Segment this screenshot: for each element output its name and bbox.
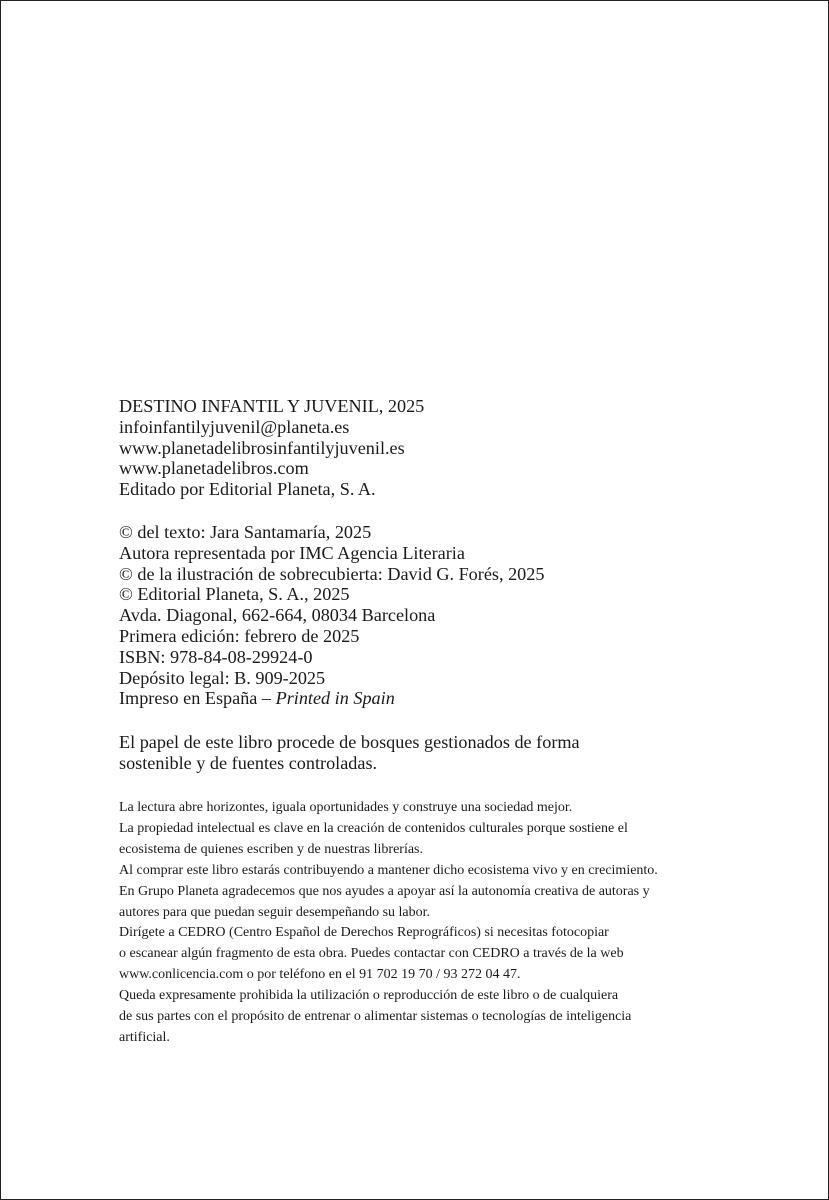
- paper-sourcing-line: sostenible y de fuentes controladas.: [119, 752, 378, 773]
- legal-notice-line: autores para que puedan seguir desempeñando su labor.: [119, 904, 431, 920]
- cedro-notice-line: Dirígete a CEDRO (Centro Español de Derechos Reprográficos) si necesitas fotocopiar: [119, 925, 609, 941]
- ai-prohibition-line: Queda expresamente prohibida la utilización o reproducción de este libro o de cualquiera: [119, 988, 619, 1004]
- ai-prohibition-line: de sus partes con el propósito de entrenar o alimentar sistemas o tecnologías de inteligencia: [119, 1009, 632, 1025]
- first-edition-line: Primera edición: febrero de 2025: [119, 625, 360, 646]
- paper-sourcing-block: [119, 732, 580, 774]
- publisher-info-block: [119, 396, 424, 500]
- legal-notice-line: La lectura abre horizontes, iguala oportunidades y construye una sociedad mejor.: [119, 800, 573, 815]
- isbn-line: ISBN: 978-84-08-29924-0: [119, 646, 313, 667]
- legal-notice-line: Al comprar este libro estarás contribuyendo a mantener dicho ecosistema vivo y en crecimiento.: [119, 862, 658, 878]
- printed-in-line: [119, 688, 544, 709]
- legal-notice-line: En Grupo Planeta agradecemos que nos ayudes a apoyar así la autonomía creativa de autoras y: [119, 883, 650, 899]
- legal-notice-line: ecosistema de quienes escriben y de nuestras librerías.: [119, 841, 424, 857]
- printed-in-italic: Printed in Spain: [275, 688, 395, 709]
- legal-notice-line: La propiedad intelectual es clave en la creación de contenidos culturales porque sostiene el: [119, 820, 628, 836]
- rights-info-block: [119, 522, 544, 709]
- publisher-website-line: www.planetadelibros.com: [119, 458, 309, 479]
- legal-notice-block: [119, 798, 658, 1049]
- printed-in-prefix: Impreso en España –: [119, 688, 276, 709]
- ai-prohibition-line: artificial.: [119, 1029, 170, 1045]
- publisher-address-line: Avda. Diagonal, 662-664, 08034 Barcelona: [119, 605, 436, 626]
- cedro-contact-line: www.conlicencia.com o por teléfono en el 91 702 19 70 / 93 272 04 47.: [119, 967, 521, 983]
- agency-line: Autora representada por IMC Agencia Literaria: [119, 542, 465, 563]
- edition-copyright-line: © Editorial Planeta, S. A., 2025: [119, 584, 350, 605]
- cedro-notice-line: o escanear algún fragmento de esta obra. Puedes contactar con CEDRO a través de la web: [119, 946, 624, 962]
- publisher-editor-line: Editado por Editorial Planeta, S. A.: [119, 479, 376, 500]
- publisher-email-line: infoinfantilyjuvenil@planeta.es: [119, 416, 350, 437]
- cover-illustration-copyright-line: © de la ilustración de sobrecubierta: David G. Forés, 2025: [119, 563, 545, 584]
- text-copyright-line: © del texto: Jara Santamaría, 2025: [119, 522, 372, 542]
- publisher-imprint-line: DESTINO INFANTIL Y JUVENIL, 2025: [119, 396, 425, 416]
- legal-deposit-line: Depósito legal: B. 909-2025: [119, 667, 326, 688]
- paper-sourcing-line: El papel de este libro procede de bosques gestionados de forma: [119, 732, 580, 752]
- publisher-website-line: www.planetadelibrosinfantilyjuvenil.es: [119, 437, 405, 458]
